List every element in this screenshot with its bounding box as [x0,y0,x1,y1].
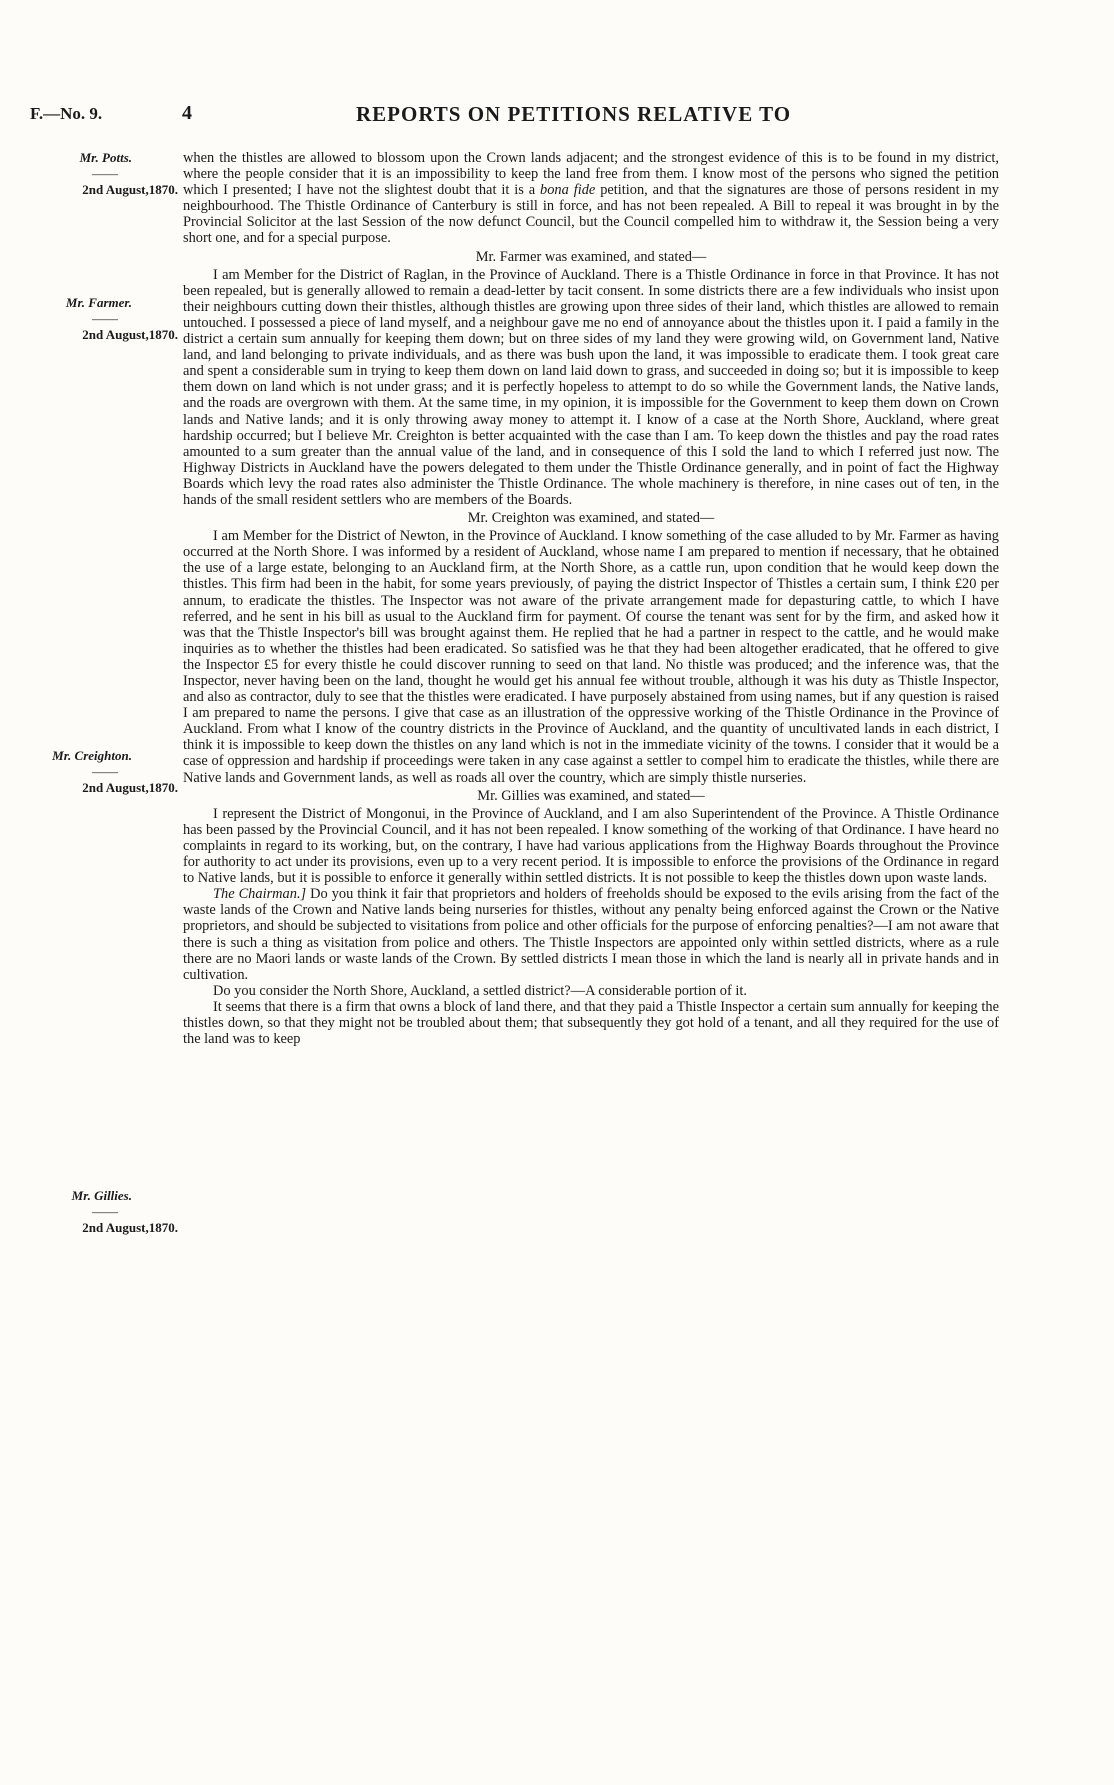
farmer-intro: Mr. Farmer was examined, and stated— [475,248,707,265]
firm-question: It seems that there is a firm that owns a block of land there, and that they paid a Thistle Inspector a certain sum annually for keeping the thistles down, so that they might not be troubled about them; that subsequently they got hold of a tenant, and all they required for the use of the land was to keep [183,998,999,1048]
document-code: F.—No. 9. [30,104,103,123]
north-shore-question: Do you consider the North Shore, Auckland, a settled district?—A considerable portion of it. [213,982,747,999]
chairman-label: The Chairman.] [213,886,307,903]
running-title: REPORTS ON PETITIONS RELATIVE TO [356,102,792,126]
margin-dash: —— [92,166,118,181]
gillies-intro: Mr. Gillies was examined, and stated— [477,787,705,804]
margin-date: 2nd August,1870. [82,780,178,795]
margin-note-potts [28,150,178,198]
margin-dash: —— [92,311,118,326]
margin-name: Mr. Gillies. [71,1188,132,1203]
margin-date: 2nd August,1870. [82,182,178,197]
bona-fide-italic: bona fide [540,182,596,199]
gillies-paragraph: I represent the District of Mongonui, in the Province of Auckland, and I am also Superintendent of the Province. A Thistle Ordinance has been passed by the Provincial Council, and it has not been repealed. I know something of the working of that Ordinance. I have heard no complaints in regard to its working, but, on the contrary, I have had various applications from the Highway Boards throughout the Province for authority to act under its provisions, even up to a very recent period. It is impossible to enforce the provisions of the Ordinance in regard to Native lands, but it is possible to enforce it generally within settled districts. It is not possible to keep the thistles down upon waste lands. [183,805,999,887]
margin-name: Mr. Creighton. [52,748,132,763]
margin-name: Mr. Farmer. [65,295,132,310]
creighton-intro: Mr. Creighton was examined, and stated— [467,510,715,527]
margin-note-gillies [28,1188,178,1236]
margin-note-farmer [28,295,178,343]
margin-dash: —— [92,764,118,779]
farmer-paragraph: I am Member for the District of Raglan, in the Province of Auckland. There is a Thistle Ordinance in force in that Province. It has not been repealed, but is generally allowed to remain a dead-letter by tacit consent. In some districts there are a few individuals who insist upon their neighbours cutting down their thistles, although thistles are growing upon three sides of their land, which thistles are allowed to remain untouched. I possessed a piece of land myself, and a neighbour gave me no end of annoyance about the thistles upon it. I paid a family in the district a certain sum annually for keeping them down; but on three sides of my land they were growing wild, on Government land, Native land, and land belonging to private individuals, and as there was bush upon the land, it was impossible to eradicate them. I took great care and spent a considerable sum in trying to keep them down on land laid down to grass, and succeeded in doing so; but it is impossible to keep them down on land which is not under grass; and it is perfectly hopeless to attempt to do so while the Government lands, the Native lands, and the roads are overgrown with them. At the same time, in my opinion, it is impossible for the Government to keep them down on Crown lands and Native lands; and it is only throwing away money to attempt it. I know of a case at the North Shore, Auckland, where great hardship occurred; but I believe Mr. Creighton is better acquainted with the case than I am. To keep down the thistles and pay the road rates amounted to a sum greater than the annual value of the land, and in consequence of this I sold the land to which I referred just now. The Highway Districts in Auckland have the powers delegated to them under the Thistle Ordinance generally, and in point of fact the Highway Boards which levy the road rates also administer the Thistle Ordinance. The whole machinery is therefore, in nine cases out of ten, in the hands of the small resident settlers who are members of the Boards. [183,266,999,508]
body-text [183,150,999,1047]
margin-date: 2nd August,1870. [82,327,178,342]
page-number: 4 [182,102,192,124]
margin-date: 2nd August,1870. [82,1220,178,1235]
page-header [30,102,1080,132]
creighton-paragraph: I am Member for the District of Newton, in the Province of Auckland. I know something of the case alluded to by Mr. Farmer as having occurred at the North Shore. I was informed by a resident of Auckland, whose name I am prepared to mention if necessary, that he obtained the use of a large estate, belonging to an Auckland firm, at the North Shore, as a cattle run, upon condition that he would keep down the thistles. This firm had been in the habit, for some years previously, of paying the district Inspector of Thistles a certain sum, I think £20 per annum, to eradicate the thistles. The Inspector was not aware of the private arrangement made for depasturing cattle, to which I have referred, and he sent in his bill as usual to the Auckland firm for payment. Of course the tenant was sent for by the firm, and asked how it was that the Thistle Inspector's bill was brought against them. He replied that he had a partner in respect to the cattle, and he would make inquiries as to whether the thistles had been eradicated. So satisfied was he that they had been altogether eradicated, that he offered to give the Inspector £5 for every thistle he could discover running to seed on that land. No thistle was produced; and the inference was, that the Inspector, never having been on the land, thought he would get his annual fee without trouble, although it was his duty as Thistle Inspector, and also as contractor, duly to see that the thistles were eradicated. I have purposely abstained from using names, but if any question is raised I am prepared to name the persons. I give that case as an illustration of the oppressive working of the Thistle Ordinance in the Province of Auckland. From what I know of the country districts in the Province of Auckland, and the quantity of uncultivated lands in each district, I think it is impossible to keep down the thistles on any land which is not in the immediate vicinity of the towns. I consider that it would be a case of oppression and hardship if proceedings were taken in any case against a settler to compel him to eradicate the thistles, while there are Native lands and Government lands, as well as roads all over the country, which are simply thistle nurseries. [183,528,999,786]
chairman-question: The Chairman.] Do you think it fair that proprietors and holders of freeholds should be exposed to the evils arising from the fact of the waste lands of the Crown and Native lands being nurseries for thistles, without any penalty being enforced against the Crown or the Native proprietors, and should be subjected to visitations from police and other officials for the purpose of enforcing penalties?—I am not aware that there is such a thing as visitation from police and others. The Thistle Inspectors are appointed only within settled districts, where as a rule there are no Maori lands or waste lands of the Crown. By settled districts I mean those in which the land is nearly all in private hands and in cultivation. [183,886,999,983]
margin-note-creighton [28,748,178,796]
potts-paragraph: when the thistles are allowed to blossom upon the Crown lands adjacent; and the strongest evidence of this is to be found in my district, where the people consider that it is an impossibility to keep the land free from them. I know most of the persons who signed the petition which I presented; I have not the slightest doubt that it is a bona fide petition, and that the signatures are those of persons resident in my neighbourhood. The Thistle Ordinance of Canterbury is still in force, and has not been repealed. A Bill to repeal it was brought in by the Provincial Solicitor at the last Session of the now defunct Council, but the Council compelled him to withdraw it, the Session being a very short one, and for a special purpose. [183,150,999,247]
margin-dash: —— [92,1204,118,1219]
margin-name: Mr. Potts. [79,150,132,165]
